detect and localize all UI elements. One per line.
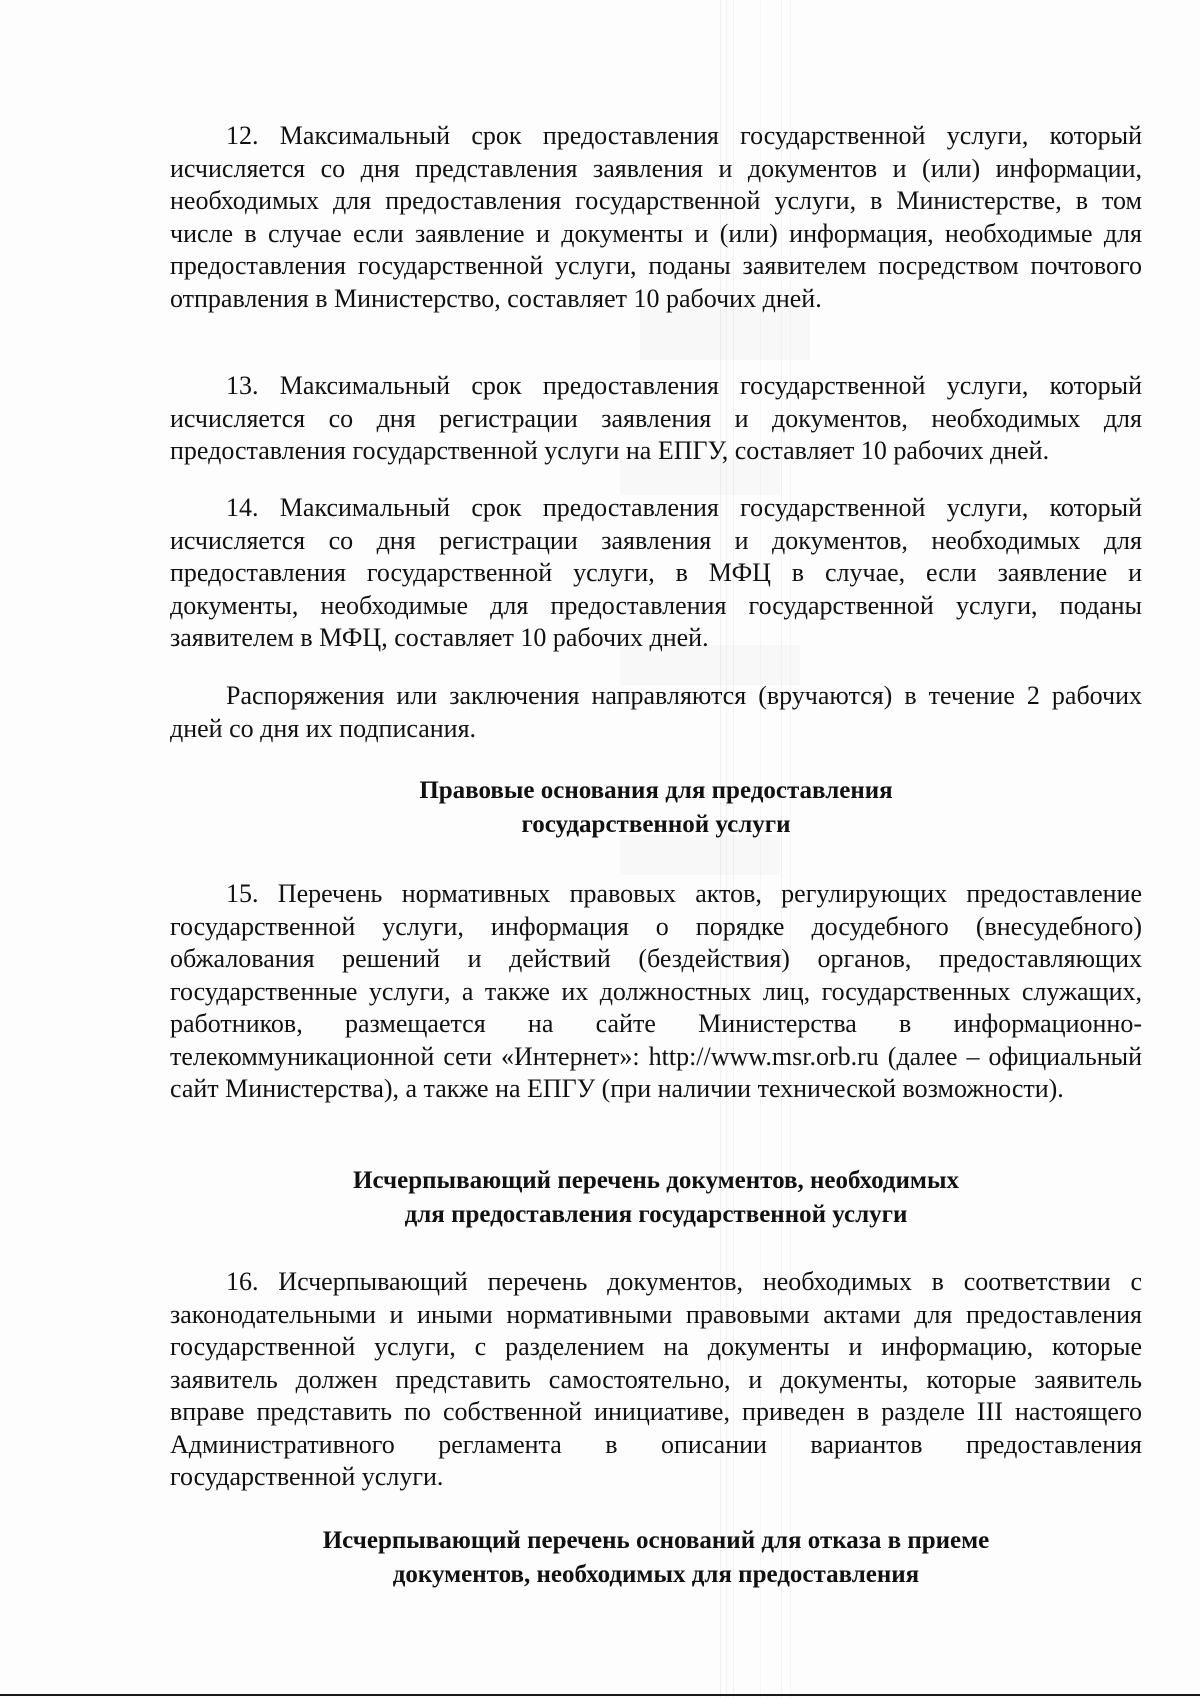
heading-documents-list [170, 1164, 1142, 1232]
paragraph-12: 12. Максимальный срок предоставления государственной услуги, который исчисляется со дня представления заявления и документов и (или) информации, необходимых для предоставления государственной услуги, в Министерстве, в том числе в случае если заявление и документы и (или) информация, необходимые для предоставления государственной услуги, поданы заявителем посредством почтового отправления в Министерство, составляет 10 рабочих дней. [170, 121, 1142, 313]
paragraph-15: 15. Перечень нормативных правовых актов, регулирующих предоставление государственной услуги, информация о порядке досудебного (внесудебного) обжалования решений и действий (бездействия) органов, предоставляющих государственные услуги, а также их должностных лиц, государственных служащих, работников, размещается на сайте Министерства в информационно-телекоммуникационной сети «Интернет»: http://www.msr.orb.ru (далее – официальный сайт Министерства), а также на ЕПГУ (при наличии технической возможности). [170, 879, 1142, 1103]
heading-refusal-grounds-line2: документов, необходимых для предоставления [392, 1561, 920, 1588]
scan-bottom-edge [0, 1694, 1200, 1696]
heading-refusal-grounds [170, 1524, 1142, 1592]
heading-legal-basis-line2: государственной услуги [521, 811, 791, 838]
heading-refusal-grounds-line1: Исчерпывающий перечень оснований для отказа в приеме [322, 1527, 990, 1554]
heading-legal-basis-line1: Правовые основания для предоставления [419, 777, 893, 804]
heading-documents-list-line1: Исчерпывающий перечень документов, необходимых [353, 1167, 959, 1194]
paragraph-16: 16. Исчерпывающий перечень документов, необходимых в соответствии с законодательными и иными нормативными правовыми актами для предоставления государственной услуги, с разделением на документы и информацию, которые заявитель должен представить самостоятельно, и документы, которые заявитель вправе представить по собственной инициативе, приведен в разделе III настоящего Административного регламента в описании вариантов предоставления государственной услуги. [170, 1267, 1142, 1491]
heading-legal-basis [170, 774, 1142, 842]
heading-documents-list-line2: для предоставления государственной услуги [404, 1201, 908, 1228]
paragraph-13: 13. Максимальный срок предоставления государственной услуги, который исчисляется со дня регистрации заявления и документов, необходимых для предоставления государственной услуги на ЕПГУ, составляет 10 рабочих дней. [170, 371, 1142, 465]
paragraph-orders: Распоряжения или заключения направляются (вручаются) в течение 2 рабочих дней со дня их подписания. [170, 681, 1142, 743]
paragraph-14: 14. Максимальный срок предоставления государственной услуги, который исчисляется со дня регистрации заявления и документов, необходимых для предоставления государственной услуги, в МФЦ в случае, если заявление и документы, необходимые для предоставления государственной услуги, поданы заявителем в МФЦ, составляет 10 рабочих дней. [170, 493, 1142, 652]
